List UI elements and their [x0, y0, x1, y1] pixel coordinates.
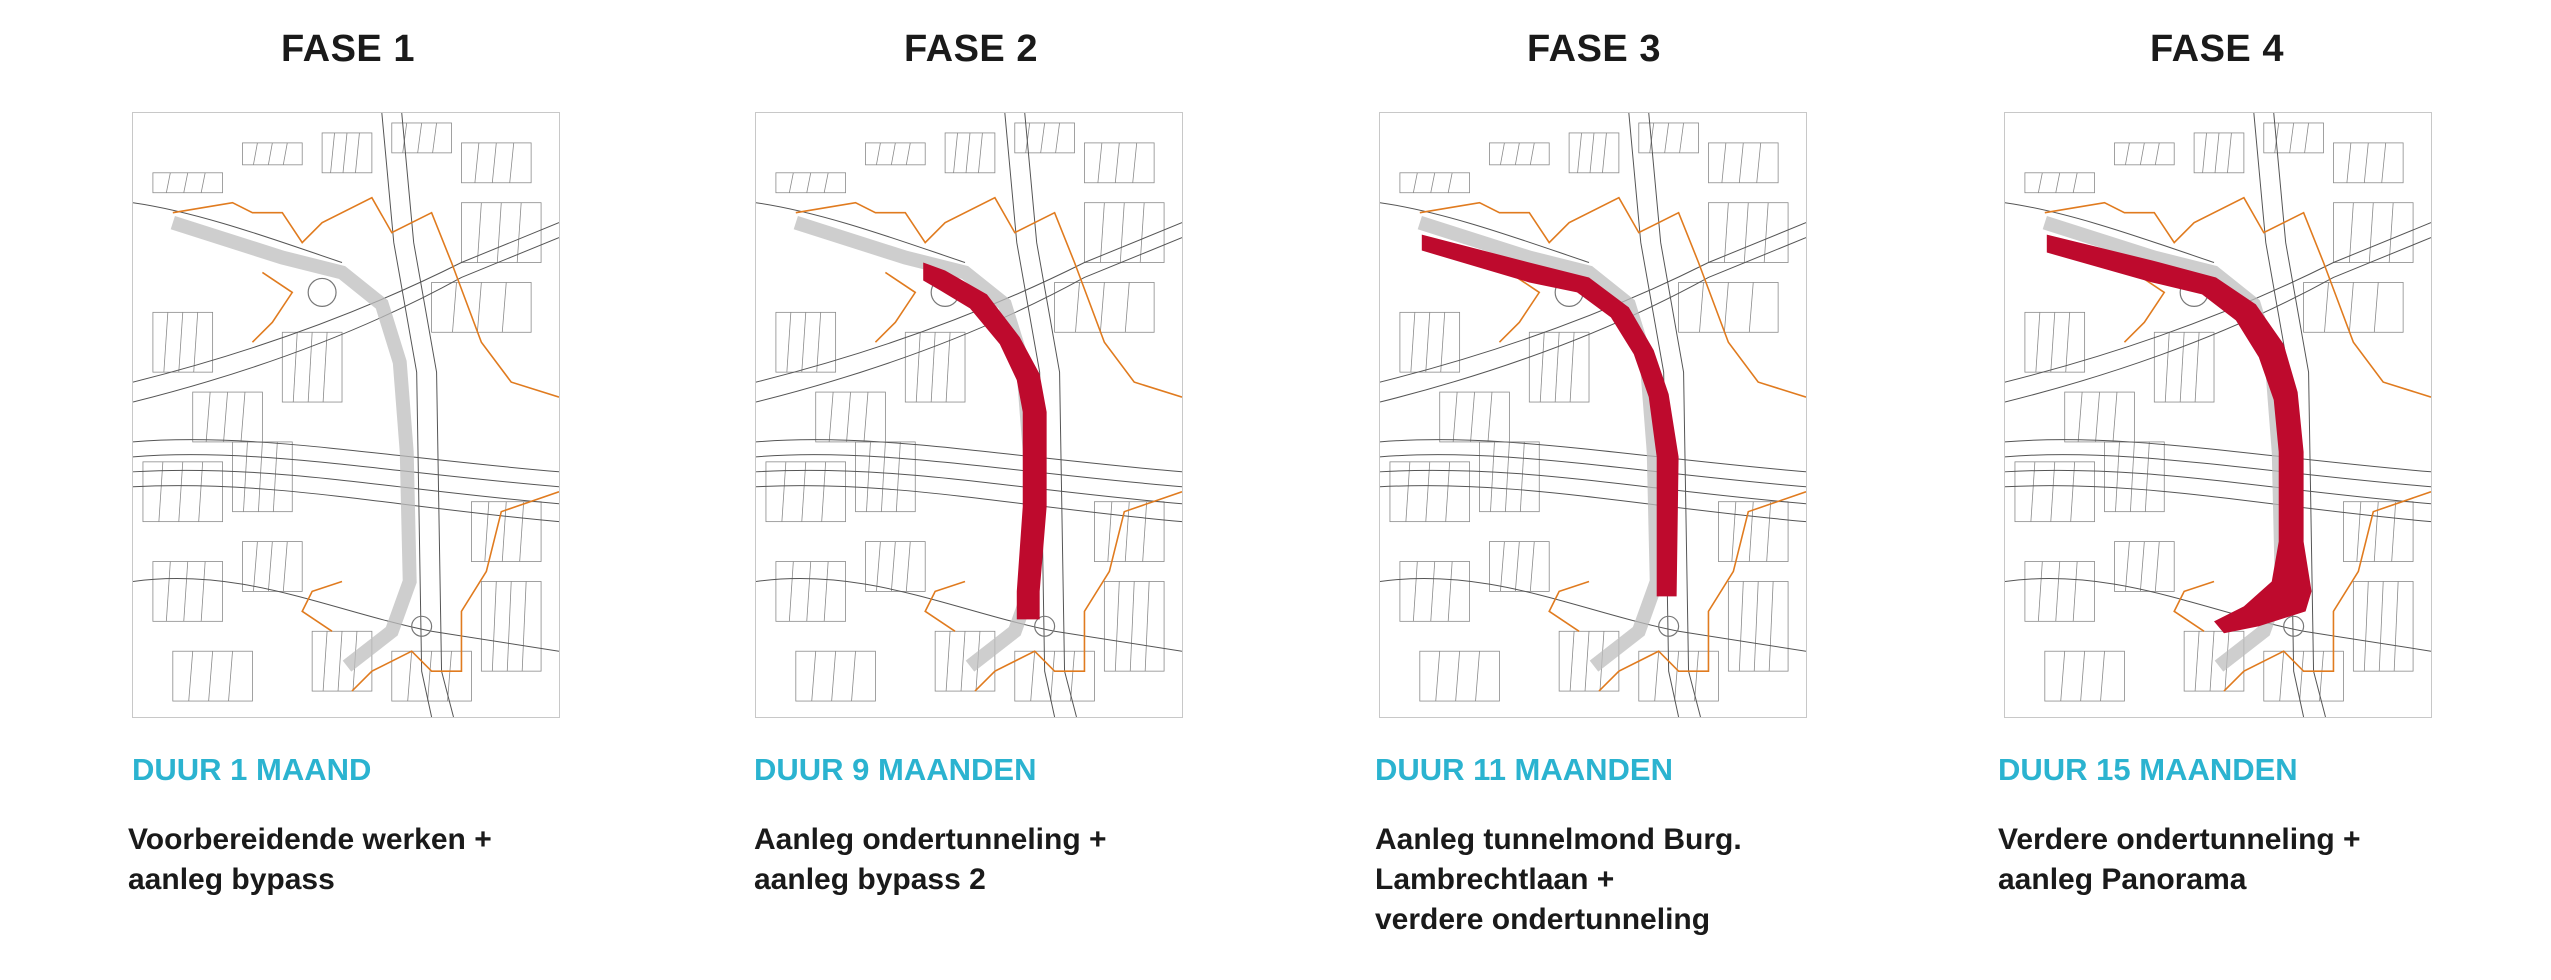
description-line: Verdere ondertunneling +	[1998, 823, 2361, 856]
site-plan-map	[132, 112, 560, 718]
building-block	[173, 651, 253, 701]
building-block	[1015, 651, 1095, 701]
site-plan-map	[2004, 112, 2432, 718]
building-block	[2264, 651, 2344, 701]
building-parcels	[2015, 123, 2413, 701]
building-block	[2025, 173, 2095, 193]
building-block	[1639, 123, 1699, 153]
description-line: aanleg bypass 2	[754, 863, 986, 896]
building-block	[776, 562, 846, 622]
description-line: Aanleg tunnelmond Burg.	[1375, 823, 1742, 856]
building-block	[1480, 442, 1540, 512]
roundabout	[1659, 616, 1679, 636]
phase-title: FASE 4	[2150, 28, 2284, 70]
building-block	[193, 392, 263, 442]
building-block	[2154, 332, 2214, 402]
building-block	[865, 542, 925, 592]
building-block	[1440, 392, 1510, 442]
phase-title: FASE 2	[904, 28, 1038, 70]
building-block	[392, 123, 452, 153]
building-block	[816, 392, 886, 442]
phase-description	[128, 820, 492, 900]
building-block	[1639, 651, 1719, 701]
description-line: aanleg bypass	[128, 863, 335, 896]
phase-description	[1375, 820, 1742, 940]
building-block	[2333, 203, 2413, 263]
building-block	[2105, 442, 2165, 512]
phase-title: FASE 1	[281, 28, 415, 70]
building-block	[1084, 203, 1164, 263]
building-parcels	[1390, 123, 1788, 701]
building-block	[1489, 143, 1549, 165]
description-line: Lambrechtlaan +	[1375, 863, 1615, 896]
description-line: Aanleg ondertunneling +	[754, 823, 1107, 856]
building-block	[2025, 562, 2095, 622]
roads	[133, 113, 559, 717]
building-block	[1400, 173, 1470, 193]
building-block	[322, 133, 372, 173]
building-block	[945, 133, 995, 173]
roundabout	[1035, 616, 1055, 636]
building-block	[461, 143, 531, 183]
building-block	[1055, 282, 1155, 332]
building-block	[1529, 332, 1589, 402]
roundabout	[308, 278, 336, 306]
building-block	[2264, 123, 2324, 153]
phase-description	[1998, 820, 2361, 900]
phase-duration: DUUR 1 MAAND	[132, 752, 372, 787]
building-block	[1708, 203, 1788, 263]
building-block	[2114, 542, 2174, 592]
building-block	[153, 562, 223, 622]
building-block	[1569, 133, 1619, 173]
building-block	[392, 651, 472, 701]
building-block	[2114, 143, 2174, 165]
roundabout	[2284, 616, 2304, 636]
roundabout	[412, 616, 432, 636]
phase-title: FASE 3	[1527, 28, 1661, 70]
site-plan-map	[755, 112, 1183, 718]
building-block	[776, 173, 846, 193]
building-block	[2045, 651, 2125, 701]
building-block	[2333, 143, 2403, 183]
building-block	[1104, 581, 1164, 671]
description-line: Voorbereidende werken +	[128, 823, 492, 856]
building-block	[905, 332, 965, 402]
building-block	[2065, 392, 2135, 442]
roads	[1380, 113, 1806, 717]
site-plan-map	[1379, 112, 1807, 718]
building-block	[2304, 282, 2404, 332]
building-block	[233, 442, 293, 512]
building-block	[282, 332, 342, 402]
site-boundary	[173, 198, 559, 691]
building-block	[481, 581, 541, 671]
phase-duration: DUUR 11 MAANDEN	[1375, 752, 1673, 787]
building-block	[1728, 581, 1788, 671]
phase-duration: DUUR 15 MAANDEN	[1998, 752, 2298, 787]
site-boundary	[796, 198, 1182, 691]
roads	[756, 113, 1182, 717]
building-block	[856, 442, 916, 512]
building-block	[242, 542, 302, 592]
phase-description	[754, 820, 1107, 900]
site-boundary	[1420, 198, 1806, 691]
tunnel-section	[1422, 235, 1679, 597]
building-block	[865, 143, 925, 165]
building-parcels	[766, 123, 1164, 701]
building-block	[153, 173, 223, 193]
building-block	[1708, 143, 1778, 183]
building-block	[2353, 581, 2413, 671]
phase-duration: DUUR 9 MAANDEN	[754, 752, 1037, 787]
roads	[2005, 113, 2431, 717]
building-block	[1400, 562, 1470, 622]
building-block	[1015, 123, 1075, 153]
building-block	[461, 203, 541, 263]
tunnel-section	[923, 263, 1046, 620]
building-block	[1084, 143, 1154, 183]
building-block	[1679, 282, 1779, 332]
building-block	[2194, 133, 2244, 173]
building-block	[1489, 542, 1549, 592]
description-line: aanleg Panorama	[1998, 863, 2247, 896]
building-block	[796, 651, 876, 701]
building-block	[1420, 651, 1500, 701]
description-line: verdere ondertunneling	[1375, 903, 1711, 936]
building-parcels	[143, 123, 541, 701]
building-block	[432, 282, 532, 332]
building-block	[242, 143, 302, 165]
